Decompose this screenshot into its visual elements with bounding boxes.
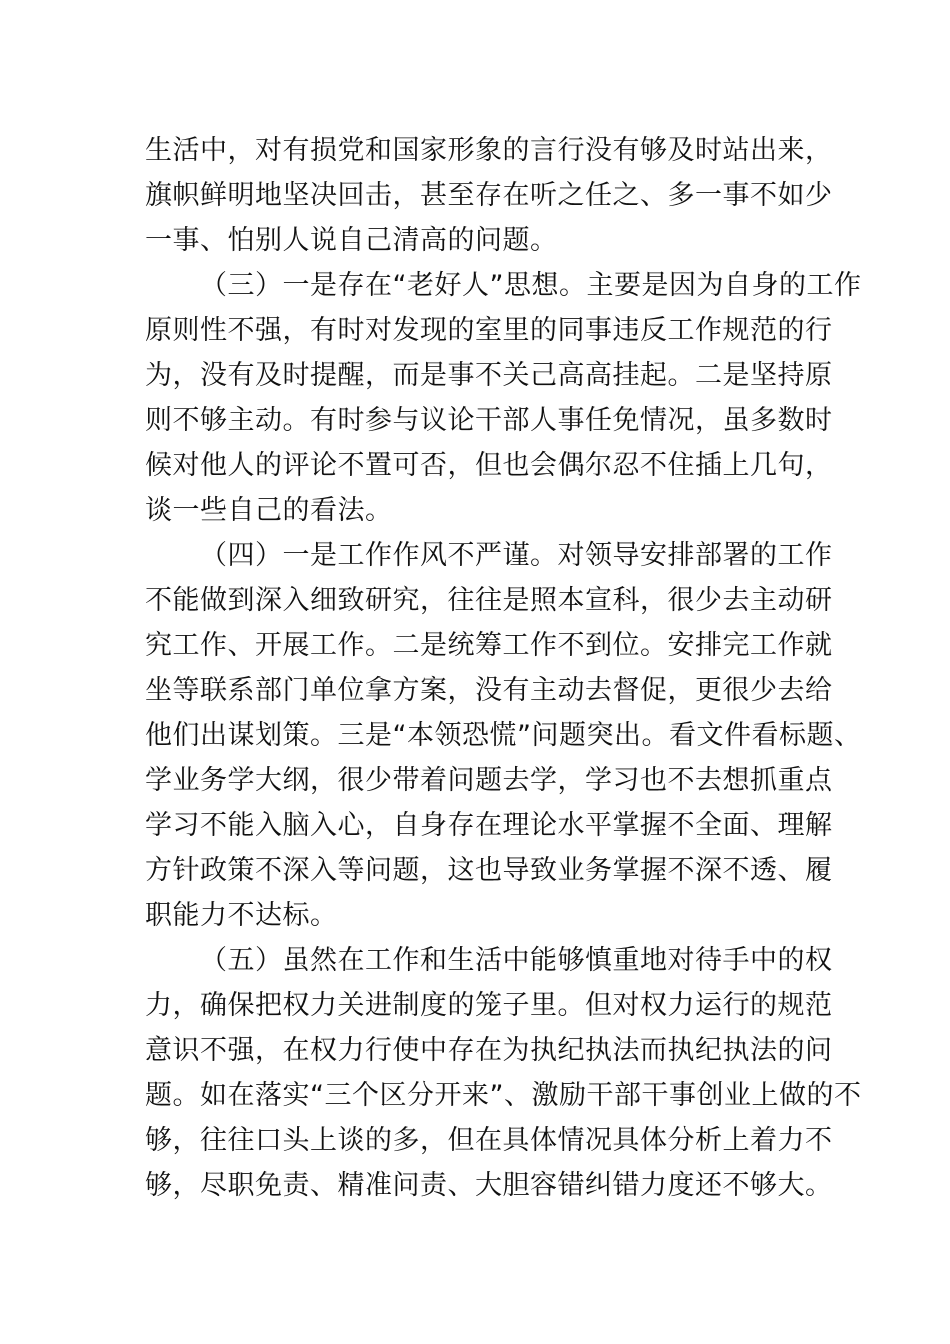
text-line: 候对他人的评论不置可否，但也会偶尔忍不住插上几句，: [145, 450, 833, 481]
text-line: （四）一是工作作风不严谨。对领导安排部署的工作: [200, 540, 833, 571]
document-body: [145, 128, 862, 1208]
text-line: 够，往往口头上谈的多，但在具体情况具体分析上着力不: [145, 1125, 833, 1156]
text-line: （五）虽然在工作和生活中能够慎重地对待手中的权: [200, 945, 833, 976]
text-line: 生活中，对有损党和国家形象的言行没有够及时站出来，: [145, 135, 833, 166]
text-line: 学习不能入脑入心，自身存在理论水平掌握不全面、理解: [145, 810, 833, 841]
text-line: 旗帜鲜明地坚决回击，甚至存在听之任之、多一事不如少: [145, 180, 833, 211]
text-line: 够，尽职免责、精准问责、大胆容错纠错力度还不够大。: [145, 1170, 833, 1201]
text-line: 为，没有及时提醒，而是事不关己高高挂起。二是坚持原: [145, 360, 833, 391]
text-line: 坐等联系部门单位拿方案，没有主动去督促，更很少去给: [145, 675, 833, 706]
text-line: 意识不强，在权力行使中存在为执纪执法而执纪执法的问: [145, 1035, 833, 1066]
paragraph-section-four: [145, 533, 862, 938]
text-line: 一事、怕别人说自己清高的问题。: [145, 225, 558, 256]
text-line: 原则性不强，有时对发现的室里的同事违反工作规范的行: [145, 315, 833, 346]
text-line: 则不够主动。有时参与议论干部人事任免情况，虽多数时: [145, 405, 833, 436]
paragraph-section-five: [145, 938, 862, 1208]
text-line: 方针政策不深入等问题，这也导致业务掌握不深不透、履: [145, 855, 833, 886]
text-line: 谈一些自己的看法。: [145, 495, 393, 526]
text-line: 题。如在落实“三个区分开来”、激励干部干事创业上做的不: [145, 1080, 862, 1111]
text-line: 不能做到深入细致研究，往往是照本宣科，很少去主动研: [145, 585, 833, 616]
text-line: 职能力不达标。: [145, 900, 338, 931]
paragraph-section-three: [145, 263, 862, 533]
text-line: 他们出谋划策。三是“本领恐慌”问题突出。看文件看标题、: [145, 720, 862, 751]
text-line: （三）一是存在“老好人”思想。主要是因为自身的工作: [200, 270, 862, 301]
text-line: 力，确保把权力关进制度的笼子里。但对权力运行的规范: [145, 990, 833, 1021]
paragraph-continuation: [145, 128, 833, 263]
text-line: 学业务学大纲，很少带着问题去学，学习也不去想抓重点: [145, 765, 833, 796]
text-line: 究工作、开展工作。二是统筹工作不到位。安排完工作就: [145, 630, 833, 661]
